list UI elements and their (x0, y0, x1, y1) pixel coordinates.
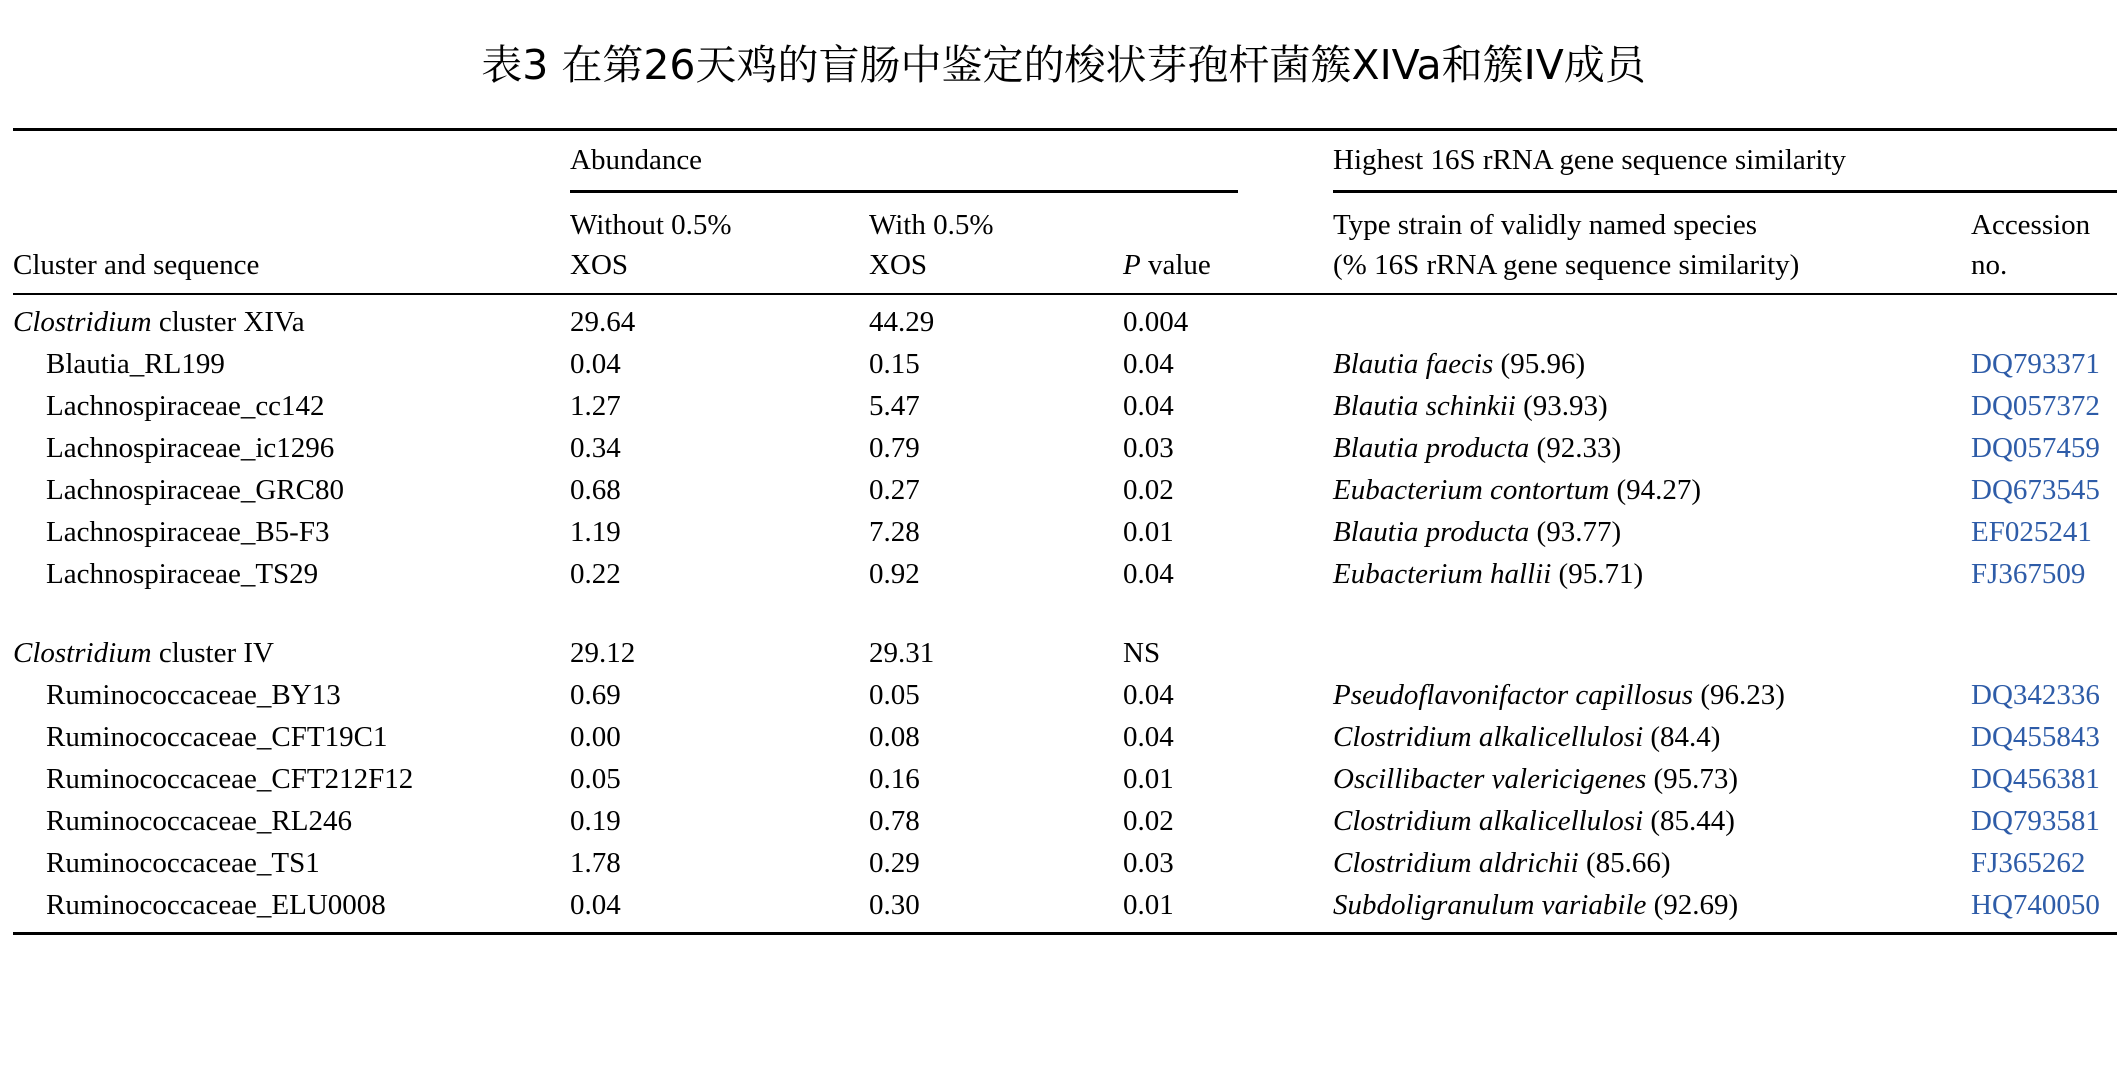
p-value: 0.04 (1123, 348, 1174, 380)
with-value: 0.05 (869, 679, 920, 711)
accession-link[interactable]: HQ740050 (1971, 889, 2100, 921)
p-value: 0.04 (1123, 721, 1174, 753)
with-value: 0.79 (869, 432, 920, 464)
sequence-name: Ruminococcaceae_ELU0008 (46, 889, 386, 921)
type-strain (1333, 554, 1643, 594)
with-value: 0.16 (869, 763, 920, 795)
without-value: 0.04 (570, 348, 621, 380)
with-value: 5.47 (869, 390, 920, 422)
with-value: 0.15 (869, 348, 920, 380)
p-value: 0.03 (1123, 847, 1174, 879)
p-value: 0.04 (1123, 679, 1174, 711)
similarity-value: (95.71) (1551, 558, 1644, 590)
top-rule (13, 128, 2117, 131)
without-value: 0.05 (570, 763, 621, 795)
cluster-name: cluster XIVa (151, 306, 305, 338)
accession-link[interactable]: DQ456381 (1971, 763, 2100, 795)
p-value: 0.02 (1123, 474, 1174, 506)
table-title: 表3 在第26天鸡的盲肠中鉴定的梭状芽孢杆菌簇XIVa和簇IV成员 (481, 41, 1646, 89)
with-value: 0.30 (869, 889, 920, 921)
similarity-value: (93.93) (1515, 390, 1608, 422)
species-name: Clostridium alkalicellulosi (1333, 721, 1644, 753)
with-value: 0.92 (869, 558, 920, 590)
without-value: 0.22 (570, 558, 621, 590)
sequence-name: Lachnospiraceae_ic1296 (46, 432, 335, 464)
species-name: Blautia producta (1333, 516, 1530, 548)
similarity-rule (1333, 190, 2117, 193)
header-similarity: Highest 16S rRNA gene sequence similarity (1333, 144, 1847, 176)
accession-link[interactable]: DQ455843 (1971, 721, 2100, 753)
header-with-line1: With 0.5% (869, 209, 994, 241)
accession-link[interactable]: DQ057372 (1971, 390, 2100, 422)
without-value: 1.27 (570, 390, 621, 422)
without-value: 0.04 (570, 889, 621, 921)
header-p-value (1123, 245, 1211, 285)
sequence-name: Ruminococcaceae_BY13 (46, 679, 341, 711)
accession-link[interactable]: DQ673545 (1971, 474, 2100, 506)
group-without: 29.64 (570, 306, 636, 338)
group-with: 29.31 (869, 637, 935, 669)
without-value: 0.00 (570, 721, 621, 753)
type-strain (1333, 675, 1785, 715)
header-p-rest: value (1140, 249, 1211, 281)
species-name: Subdoligranulum variabile (1333, 889, 1647, 921)
type-strain (1333, 386, 1608, 426)
with-value: 0.27 (869, 474, 920, 506)
type-strain (1333, 344, 1585, 384)
p-value: 0.01 (1123, 889, 1174, 921)
with-value: 0.29 (869, 847, 920, 879)
similarity-value: (85.44) (1643, 805, 1735, 837)
p-value: 0.04 (1123, 558, 1174, 590)
type-strain (1333, 843, 1671, 883)
species-name: Blautia schinkii (1333, 390, 1516, 422)
without-value: 1.78 (570, 847, 621, 879)
group-without: 29.12 (570, 637, 636, 669)
species-name: Blautia faecis (1333, 348, 1494, 380)
type-strain (1333, 801, 1735, 841)
p-value: 0.03 (1123, 432, 1174, 464)
bottom-rule (13, 932, 2117, 935)
accession-link[interactable]: FJ367509 (1971, 558, 2086, 590)
genus-name: Clostridium (13, 306, 152, 338)
similarity-value: (92.69) (1646, 889, 1739, 921)
group-p: 0.004 (1123, 306, 1189, 338)
species-name: Blautia producta (1333, 432, 1530, 464)
accession-link[interactable]: DQ793581 (1971, 805, 2100, 837)
species-name: Eubacterium contortum (1333, 474, 1610, 506)
cluster-name: cluster IV (151, 637, 274, 669)
similarity-value: (94.27) (1609, 474, 1702, 506)
without-value: 0.19 (570, 805, 621, 837)
abundance-rule (570, 190, 1238, 193)
sequence-name: Lachnospiraceae_cc142 (46, 390, 325, 422)
sequence-name: Ruminococcaceae_RL246 (46, 805, 352, 837)
header-type-strain-line2: (% 16S rRNA gene sequence similarity) (1333, 249, 1800, 281)
sequence-name: Lachnospiraceae_B5-F3 (46, 516, 330, 548)
header-type-strain-line1: Type strain of validly named species (1333, 209, 1757, 241)
similarity-value: (92.33) (1529, 432, 1622, 464)
header-without-line1: Without 0.5% (570, 209, 732, 241)
p-value: 0.04 (1123, 390, 1174, 422)
similarity-value: (95.96) (1493, 348, 1586, 380)
p-value: 0.02 (1123, 805, 1174, 837)
without-value: 0.34 (570, 432, 621, 464)
header-p-italic: P (1123, 249, 1141, 281)
header-abundance: Abundance (570, 144, 703, 176)
accession-link[interactable]: FJ365262 (1971, 847, 2086, 879)
species-name: Clostridium aldrichii (1333, 847, 1579, 879)
group-label (13, 633, 274, 673)
similarity-value: (95.73) (1646, 763, 1739, 795)
with-value: 7.28 (869, 516, 920, 548)
type-strain (1333, 512, 1621, 552)
type-strain (1333, 717, 1720, 757)
type-strain (1333, 759, 1738, 799)
accession-link[interactable]: DQ342336 (1971, 679, 2100, 711)
with-value: 0.78 (869, 805, 920, 837)
group-with: 44.29 (869, 306, 935, 338)
sequence-name: Ruminococcaceae_CFT19C1 (46, 721, 388, 753)
header-cluster-sequence: Cluster and sequence (13, 249, 260, 281)
species-name: Clostridium alkalicellulosi (1333, 805, 1644, 837)
similarity-value: (96.23) (1693, 679, 1785, 711)
species-name: Pseudoflavonifactor capillosus (1333, 679, 1694, 711)
accession-link[interactable]: EF025241 (1971, 516, 2092, 548)
header-with-line2: XOS (869, 249, 928, 281)
similarity-value: (93.77) (1529, 516, 1622, 548)
sequence-name: Blautia_RL199 (46, 348, 225, 380)
with-value: 0.08 (869, 721, 920, 753)
species-name: Eubacterium hallii (1333, 558, 1552, 590)
header-accession-line1: Accession (1971, 209, 2091, 241)
species-name: Oscillibacter valericigenes (1333, 763, 1647, 795)
genus-name: Clostridium (13, 637, 152, 669)
header-without-line2: XOS (570, 249, 629, 281)
sequence-name: Ruminococcaceae_TS1 (46, 847, 320, 879)
group-p: NS (1123, 637, 1161, 669)
sequence-name: Ruminococcaceae_CFT212F12 (46, 763, 414, 795)
without-value: 0.69 (570, 679, 621, 711)
group-label (13, 302, 305, 342)
p-value: 0.01 (1123, 516, 1174, 548)
p-value: 0.01 (1123, 763, 1174, 795)
accession-link[interactable]: DQ793371 (1971, 348, 2100, 380)
type-strain (1333, 470, 1701, 510)
similarity-value: (84.4) (1643, 721, 1721, 753)
accession-link[interactable]: DQ057459 (1971, 432, 2100, 464)
header-accession-line2: no. (1971, 249, 2008, 281)
without-value: 1.19 (570, 516, 621, 548)
type-strain (1333, 428, 1621, 468)
without-value: 0.68 (570, 474, 621, 506)
type-strain (1333, 885, 1738, 925)
sequence-name: Lachnospiraceae_GRC80 (46, 474, 344, 506)
sequence-name: Lachnospiraceae_TS29 (46, 558, 319, 590)
similarity-value: (85.66) (1578, 847, 1671, 879)
header-bottom-rule (13, 293, 2117, 295)
